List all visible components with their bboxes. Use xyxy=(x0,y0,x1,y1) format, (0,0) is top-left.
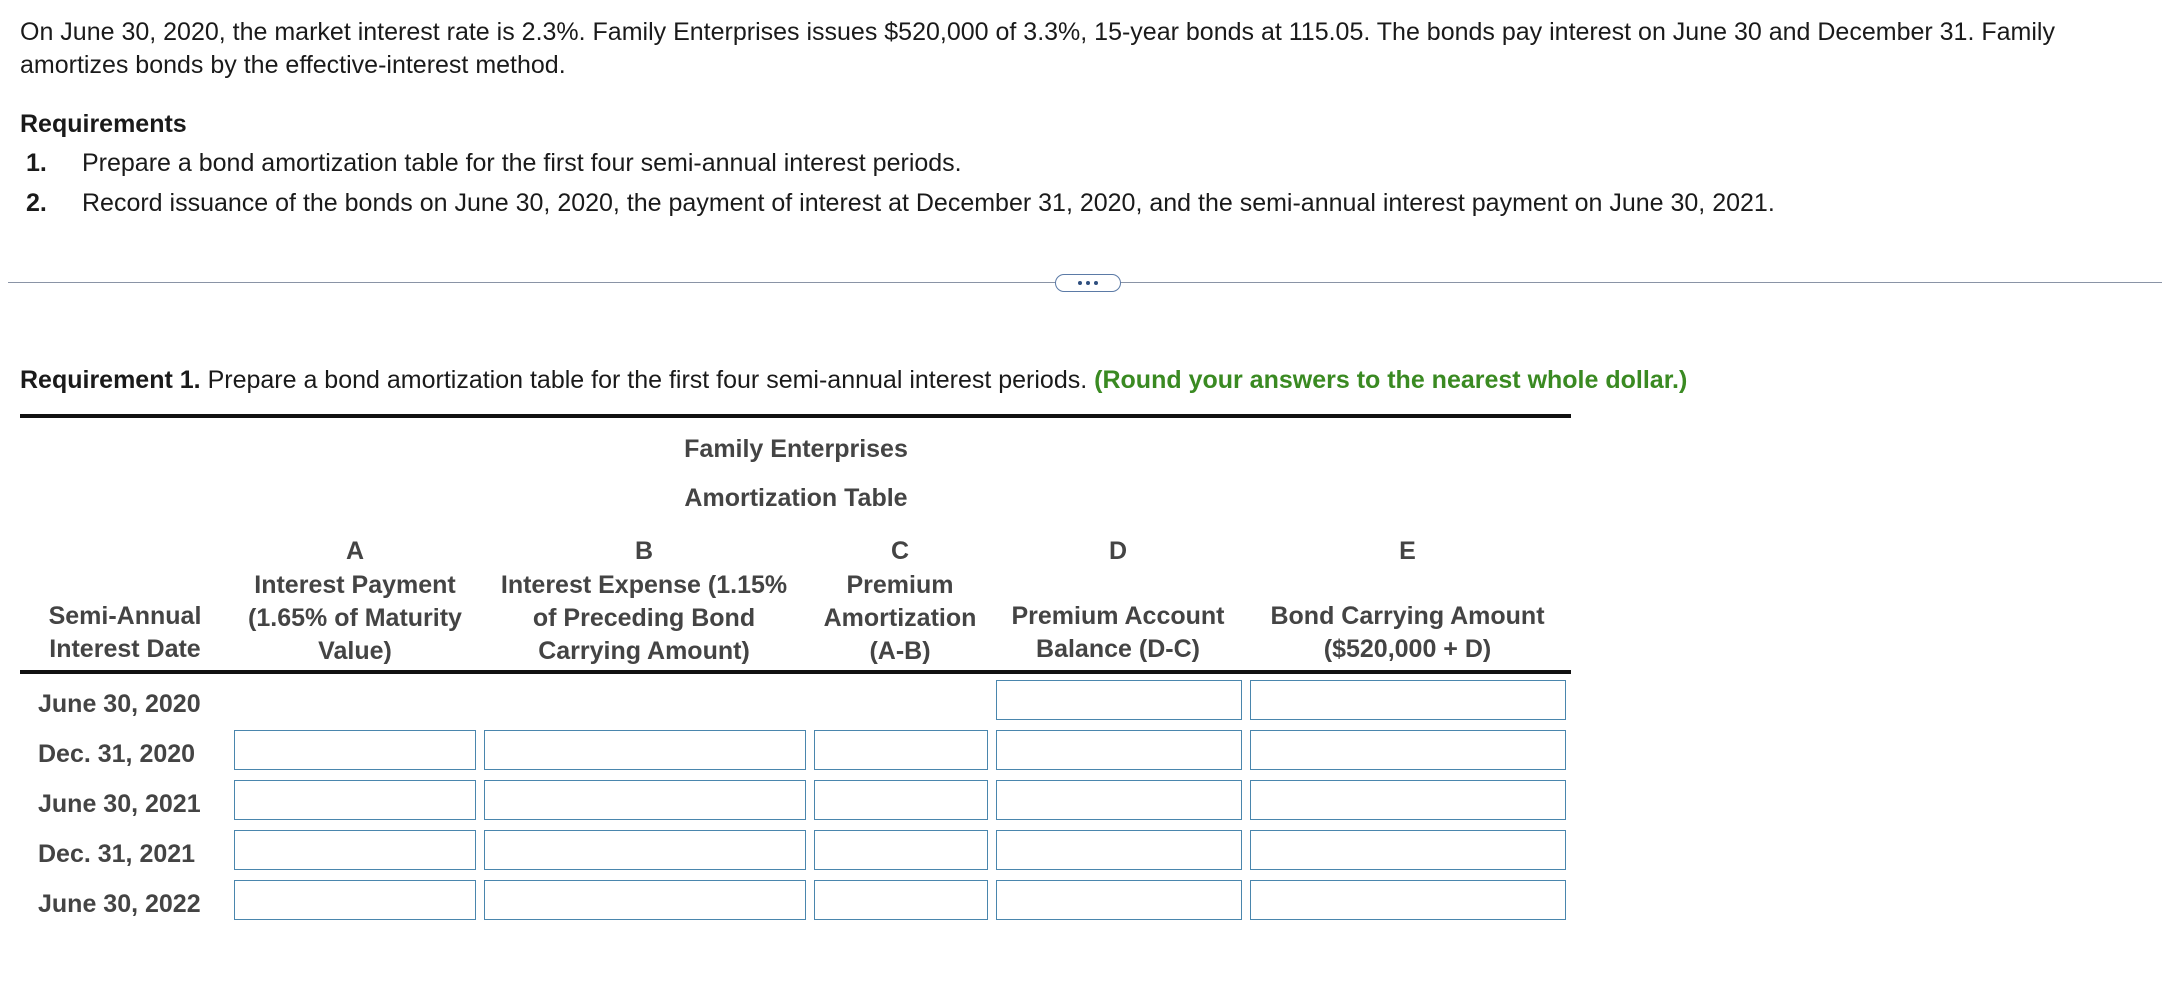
header-line: Premium xyxy=(846,571,954,599)
row-date-label: June 30, 2020 xyxy=(38,690,201,718)
premium-balance-input[interactable] xyxy=(996,880,1242,920)
premium-balance-input[interactable] xyxy=(996,730,1242,770)
interest-payment-input[interactable] xyxy=(234,880,476,920)
header-line: (1.65% of Maturity xyxy=(248,604,462,632)
carrying-amount-input[interactable] xyxy=(1250,880,1566,920)
column-header-d xyxy=(992,600,1244,666)
carrying-amount-input[interactable] xyxy=(1250,680,1566,720)
premium-amortization-input[interactable] xyxy=(814,880,988,920)
column-letter-b: B xyxy=(634,537,654,565)
header-line: Carrying Amount) xyxy=(538,637,750,665)
expand-more-button[interactable] xyxy=(1055,274,1121,292)
requirement-text: Record issuance of the bonds on June 30, 2020, the payment of interest at December 31, 2020, and the semi-annual interest payment on June 30, 2021. xyxy=(82,189,1775,217)
row-date-label: June 30, 2022 xyxy=(38,890,201,918)
header-line: ($520,000 + D) xyxy=(1323,635,1492,663)
requirements-heading: Requirements xyxy=(20,110,187,138)
interest-payment-input[interactable] xyxy=(234,730,476,770)
requirement-1-instruction xyxy=(20,364,1687,397)
column-header-b xyxy=(484,569,804,668)
requirement-number: 2. xyxy=(26,189,47,217)
header-line: Premium Account xyxy=(1011,602,1225,630)
premium-balance-input[interactable] xyxy=(996,680,1242,720)
row-date-label: Dec. 31, 2021 xyxy=(38,840,196,868)
header-line: Semi-Annual xyxy=(48,602,202,630)
interest-payment-input[interactable] xyxy=(234,830,476,870)
header-line: of Preceding Bond xyxy=(532,604,756,632)
table-title: Amortization Table xyxy=(684,484,908,512)
premium-balance-input[interactable] xyxy=(996,830,1242,870)
row-date-label: June 30, 2021 xyxy=(38,790,201,818)
header-line: Interest Date xyxy=(49,635,201,663)
column-letter-c: C xyxy=(890,537,910,565)
requirement-number: 1. xyxy=(26,149,47,177)
header-line: Amortization xyxy=(823,604,977,632)
rounding-hint: (Round your answers to the nearest whole dollar.) xyxy=(1094,366,1688,394)
premium-amortization-input[interactable] xyxy=(814,730,988,770)
column-header-c xyxy=(809,569,991,668)
interest-expense-input[interactable] xyxy=(484,830,806,870)
requirement-text: Prepare a bond amortization table for the first four semi-annual interest periods. xyxy=(82,149,962,177)
problem-text-line-1: On June 30, 2020, the market interest rate is 2.3%. Family Enterprises issues $520,000 of 3.3%, 15-year bonds at 115.05. The bonds pay interest on June 30 and December 31. Family xyxy=(20,18,2055,46)
header-line: Bond Carrying Amount xyxy=(1270,602,1545,630)
interest-expense-input[interactable] xyxy=(484,730,806,770)
carrying-amount-input[interactable] xyxy=(1250,780,1566,820)
header-line: Interest Expense (1.15% xyxy=(500,571,788,599)
column-letter-a: A xyxy=(345,537,365,565)
table-header-rule xyxy=(20,670,1571,674)
column-letter-d: D xyxy=(1108,537,1128,565)
interest-payment-input[interactable] xyxy=(234,780,476,820)
column-header-a xyxy=(230,569,480,668)
table-top-rule xyxy=(20,414,1571,418)
header-line: Balance (D-C) xyxy=(1036,635,1200,663)
requirement-1-label: Requirement 1. xyxy=(20,366,201,394)
requirement-1-text: Prepare a bond amortization table for the first four semi-annual interest periods. xyxy=(207,366,1088,394)
premium-amortization-input[interactable] xyxy=(814,780,988,820)
premium-amortization-input[interactable] xyxy=(814,830,988,870)
problem-text-line-2: amortizes bonds by the effective-interest method. xyxy=(20,51,566,79)
premium-balance-input[interactable] xyxy=(996,780,1242,820)
carrying-amount-input[interactable] xyxy=(1250,830,1566,870)
header-line: Value) xyxy=(318,637,392,665)
ellipsis-icon xyxy=(1086,281,1090,285)
ellipsis-icon xyxy=(1094,281,1098,285)
row-date-label: Dec. 31, 2020 xyxy=(38,740,196,768)
header-line: (A-B) xyxy=(869,637,931,665)
carrying-amount-input[interactable] xyxy=(1250,730,1566,770)
header-line: Interest Payment xyxy=(254,571,456,599)
problem-statement xyxy=(20,16,2145,82)
column-header-e xyxy=(1246,600,1569,666)
table-company-title: Family Enterprises xyxy=(684,435,908,463)
ellipsis-icon xyxy=(1078,281,1082,285)
column-letter-e: E xyxy=(1399,537,1416,565)
interest-expense-input[interactable] xyxy=(484,880,806,920)
interest-expense-input[interactable] xyxy=(484,780,806,820)
column-header-date xyxy=(20,600,230,666)
